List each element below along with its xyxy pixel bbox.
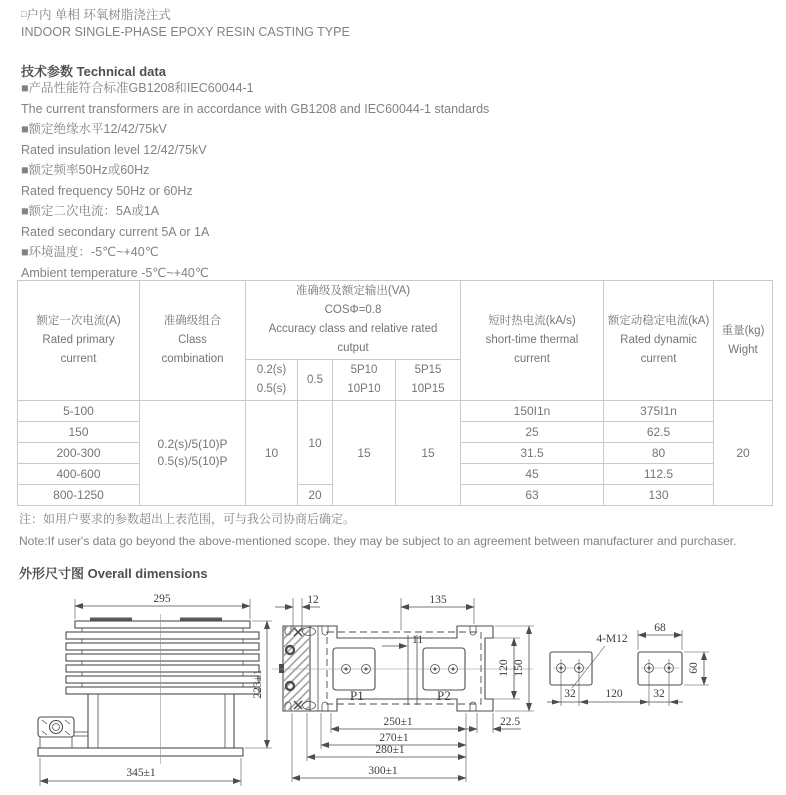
page-header [21,6,350,41]
base-plate [38,748,243,756]
dim-label-150: 150 [513,659,525,677]
cell-primary: 5-100 [18,401,140,422]
dim-label-22-5: 22.5 [499,716,521,728]
table-row [18,401,773,422]
dim-label-32-left: 32 [564,688,576,700]
cell-thermal: 150I1n [461,401,604,422]
cell-primary: 200-300 [18,443,140,464]
list-item: ■产品性能符合标准GB1208和IEC60044-1 [21,81,254,95]
cell-thermal: 63 [461,485,604,506]
page-title-cn: □户内 单相 环氧树脂浇注式 [21,8,171,22]
front-view-drawing [38,593,272,786]
sub-header-05: 0.5 [298,360,333,401]
dim-label-295: 295 [153,593,171,605]
list-item: ■额定频率50Hz或60Hz [21,163,150,177]
dim-label-32-right: 32 [653,688,665,700]
section-title-overall-dimensions: 外形尺寸图 Overall dimensions [19,566,208,581]
table-notes [19,508,736,552]
cell-class-combination: 0.2(s)/5(10)P 0.5(s)/5(10)P [140,401,246,506]
dim-label-280: 280±1 [375,744,405,756]
dim-label-345: 345±1 [126,767,156,779]
cell-primary: 400-600 [18,464,140,485]
secondary-terminal-box [38,717,88,748]
col-header-dynamic-current: 额定动稳定电流(kA) Rated dynamic current [604,281,714,401]
note-cn: 注：如用户要求的参数超出上表范围，可与我公司协商后确定。 [19,512,356,526]
cell-dynamic: 375I1n [604,401,714,422]
dim-label-223: 223±1 [252,669,264,699]
dim-label-270: 270±1 [379,732,409,744]
sub-header-5p10: 5P10 10P10 [333,360,396,401]
list-item: Rated insulation level 12/42/75kV [21,142,207,157]
col-header-weight: 重量(kg) Wight [714,281,773,401]
square-bullet-icon: □ [21,9,27,19]
dim-label-11: 11 [412,634,424,646]
cell-dynamic: 130 [604,485,714,506]
dimension-drawings [0,590,786,795]
col-header-accuracy-group: 准确级及额定输出(VA) COSΦ=0.8 Accuracy class and relative rated cutput [246,281,461,360]
cell-acc-05: 10 [298,401,333,485]
dim-label-120: 120 [498,659,510,677]
sub-header-5p15: 5P15 10P15 [396,360,461,401]
dim-label-12: 12 [307,594,319,606]
cell-acc-02s: 10 [246,401,298,506]
note-en: Note:If user's data go beyond the above-mentioned scope. they may be subject to an agreement between manufacturer and purchaser. [19,534,737,548]
cell-primary: 150 [18,422,140,443]
cell-weight: 20 [714,401,773,506]
dim-label-60: 60 [688,662,700,674]
label-p2: P2 [437,688,451,703]
sub-header-02s: 0.2(s) 0.5(s) [246,360,298,401]
list-item: ■额定绝缘水平12/42/75kV [21,122,167,136]
list-item: The current transformers are in accordance with GB1208 and IEC60044-1 standards [21,101,490,116]
dim-label-120-pads: 120 [605,688,623,700]
section-hatch [284,627,309,710]
label-p1: P1 [350,688,364,703]
dim-label-250: 250±1 [383,716,413,728]
cell-thermal: 31.5 [461,443,604,464]
cell-dynamic: 62.5 [604,422,714,443]
cell-dynamic: 80 [604,443,714,464]
list-item: Rated secondary current 5A or 1A [21,224,210,239]
label-bolt-spec: 4-M12 [596,633,628,645]
dim-label-300: 300±1 [368,765,398,777]
top-view-drawing [272,594,534,782]
cell-thermal: 25 [461,422,604,443]
page-title-en: INDOOR SINGLE-PHASE EPOXY RESIN CASTING TYPE [21,25,350,39]
dim-label-68: 68 [654,622,666,634]
list-item: ■环境温度：-5℃~+40℃ [21,245,159,259]
col-header-class-combination: 准确级组合 Class combination [140,281,246,401]
cell-acc-5p15: 15 [396,401,461,506]
cell-acc-05-last: 20 [298,485,333,506]
list-item: Ambient temperature -5℃~+40℃ [21,265,209,280]
technical-data-list [21,78,489,283]
list-item: Rated frequency 50Hz or 60Hz [21,183,193,198]
cell-dynamic: 112.5 [604,464,714,485]
cell-thermal: 45 [461,464,604,485]
col-header-primary-current: 额定一次电流(A) Rated primary current [18,281,140,401]
cooling-fins [66,628,259,694]
list-item: ■额定二次电流：5A或1A [21,204,160,218]
cell-primary: 800-1250 [18,485,140,506]
col-header-thermal-current: 短时热电流(kA/s) short-time thermal current [461,281,604,401]
spec-table [17,280,773,506]
dim-label-135: 135 [429,594,447,606]
cell-acc-5p10: 15 [333,401,396,506]
terminal-pads-drawing [547,622,709,706]
section-title-technical-data: 技术参数 Technical data [21,64,166,79]
side-tab [279,664,284,673]
